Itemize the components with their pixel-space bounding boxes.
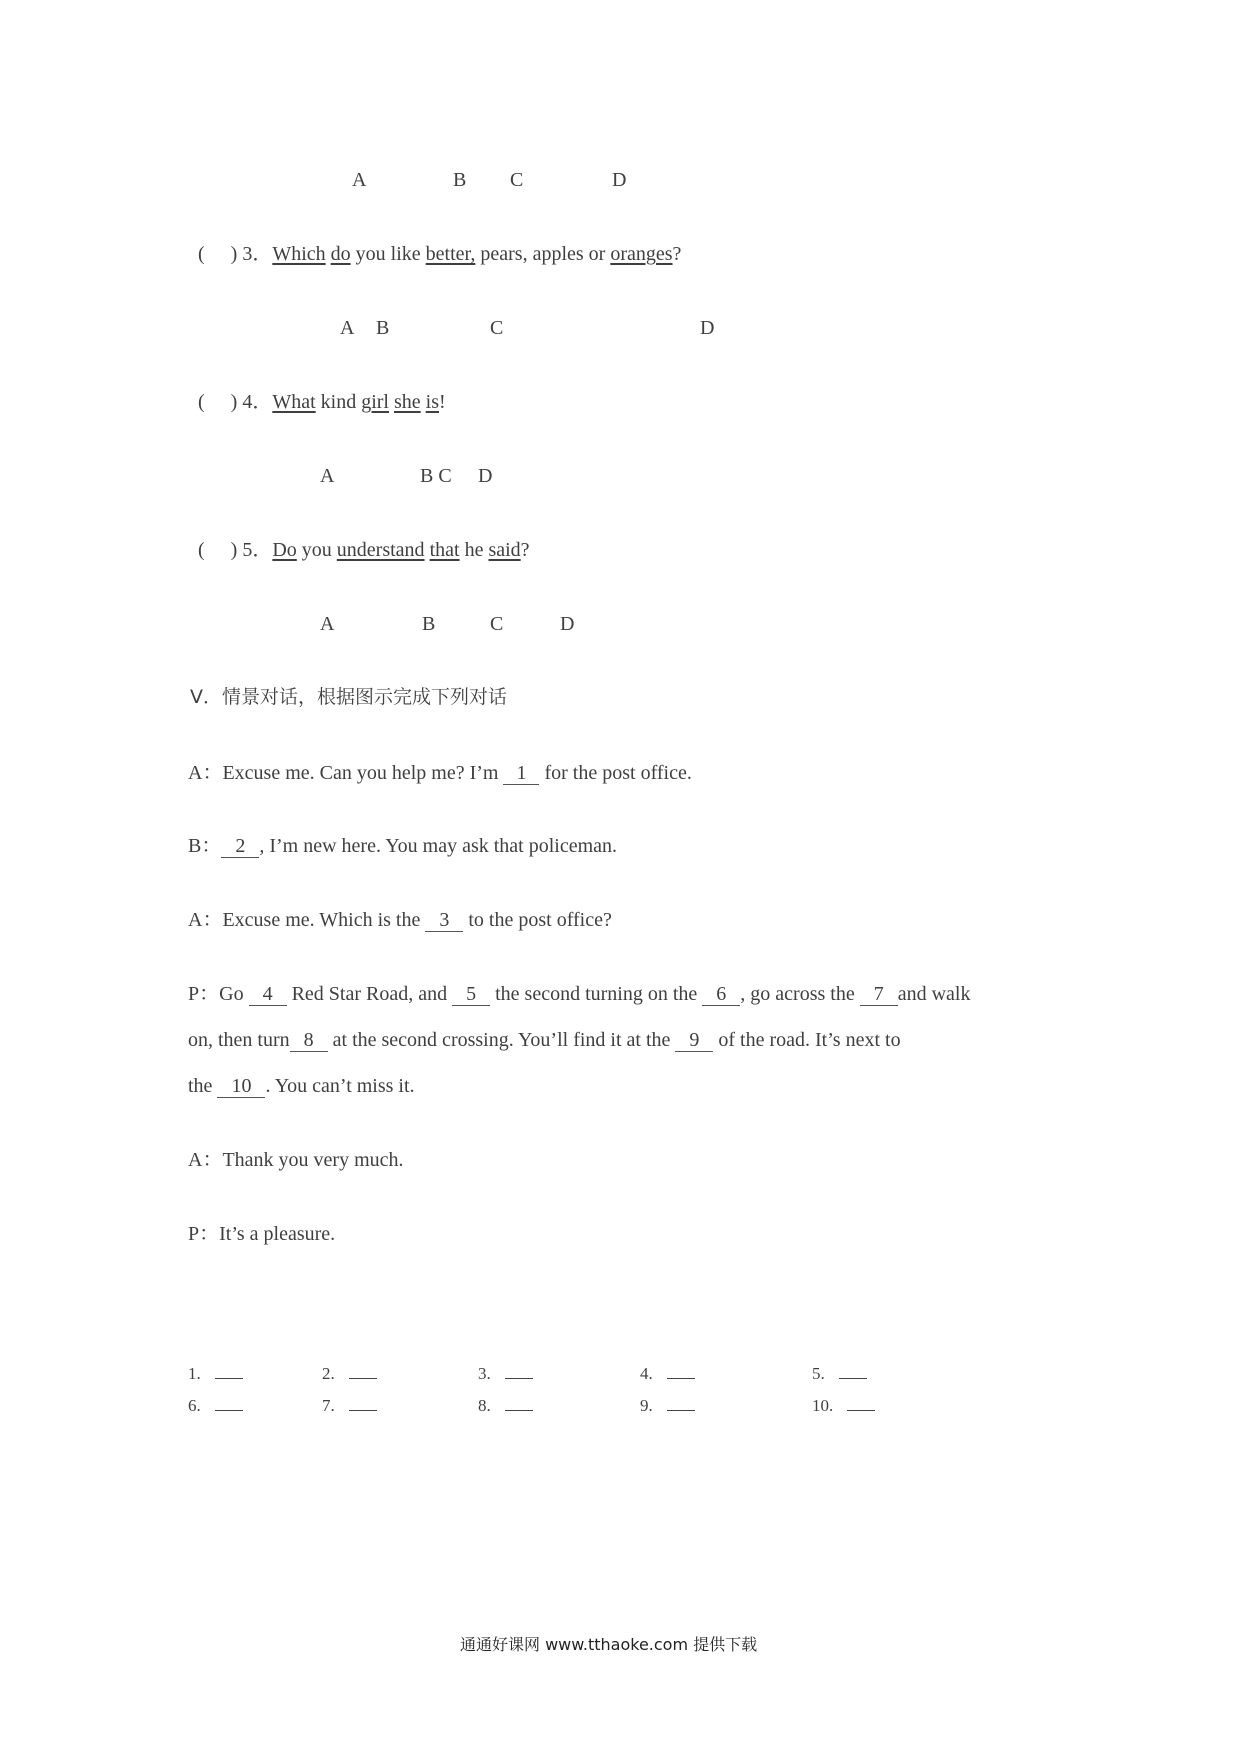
text: you like	[350, 243, 426, 265]
dialog-text: , I’m new here. You may ask that policeman.	[259, 835, 618, 857]
answer-line	[847, 1396, 875, 1411]
dialog-text: . You can’t miss it.	[265, 1075, 415, 1097]
q3-option-b: B	[376, 317, 390, 339]
q5-option-c: C	[490, 613, 504, 635]
blank-1: 1	[503, 763, 539, 785]
question-number: 4．	[242, 391, 273, 413]
underlined-a: Which	[272, 243, 326, 265]
underlined-c: that	[429, 539, 460, 561]
underlined-d: oranges	[610, 243, 673, 265]
answer-line	[667, 1364, 695, 1379]
text: he	[459, 539, 489, 561]
dialog-text: B：	[188, 835, 222, 857]
page-footer: 通通好课网 www.tthaoke.com 提供下载	[460, 1635, 758, 1654]
dialog-text: at the second crossing. You’ll find it at the	[327, 1029, 676, 1051]
answer-slot-1	[188, 1364, 243, 1382]
blank-10: 10	[217, 1076, 265, 1098]
answer-number: 6.	[188, 1396, 201, 1415]
answer-line	[839, 1364, 867, 1379]
underlined-b: girl	[361, 391, 389, 413]
answer-number: 3.	[478, 1364, 491, 1383]
answer-line	[215, 1396, 243, 1411]
underlined-d: is	[425, 391, 440, 413]
dialog-line-1	[188, 763, 692, 785]
answer-slot-4	[640, 1364, 695, 1382]
underlined-c: she	[394, 391, 421, 413]
q4-option-bc: B C	[420, 465, 452, 487]
q5-option-a: A	[320, 613, 335, 635]
answer-paren-open: (	[198, 539, 205, 561]
blank-8: 8	[290, 1030, 328, 1052]
dialog-text: for the post office.	[539, 762, 692, 784]
question-5	[198, 540, 530, 560]
text: you	[296, 539, 337, 561]
answer-paren-close: )	[230, 539, 238, 561]
answer-line	[349, 1396, 377, 1411]
question-number: 3．	[242, 243, 273, 265]
q2-option-a: A	[352, 169, 367, 191]
answer-slot-6	[188, 1396, 243, 1414]
dialog-text: A：Excuse me. Can you help me? I’m	[188, 762, 504, 784]
underlined-b: do	[330, 243, 351, 265]
dialog-text: and walk	[897, 983, 971, 1005]
underlined-a: Do	[272, 539, 297, 561]
dialog-text: P：Go	[188, 983, 249, 1005]
dialog-text: of the road. It’s next to	[713, 1029, 901, 1051]
answer-number: 7.	[322, 1396, 335, 1415]
answer-paren-open: (	[198, 391, 205, 413]
q3-option-d: D	[700, 317, 715, 339]
answer-paren-close: )	[230, 243, 238, 265]
q2-option-d: D	[612, 169, 627, 191]
dialog-text: , go across the	[740, 983, 860, 1005]
answer-number: 9.	[640, 1396, 653, 1415]
answer-slot-10	[812, 1396, 875, 1414]
q5-option-b: B	[422, 613, 436, 635]
answer-number: 10.	[812, 1396, 834, 1415]
dialog-line-2	[188, 836, 617, 858]
blank-5: 5	[452, 984, 490, 1006]
answer-line	[349, 1364, 377, 1379]
answer-paren-close: )	[230, 391, 238, 413]
answer-number: 1.	[188, 1364, 201, 1383]
answer-slot-8	[478, 1396, 533, 1414]
dialog-text: A：Excuse me. Which is the	[188, 909, 426, 931]
answer-number: 5.	[812, 1364, 825, 1383]
underlined-a: What	[272, 391, 316, 413]
answer-number: 8.	[478, 1396, 491, 1415]
dialog-text: Red Star Road, and	[286, 983, 453, 1005]
answer-paren-open: (	[198, 243, 205, 265]
text: !	[439, 391, 446, 413]
dialog-text: to the post office?	[463, 909, 612, 931]
blank-2: 2	[221, 836, 259, 858]
dialog-line-3	[188, 910, 612, 932]
blank-3: 3	[425, 910, 463, 932]
text: ?	[520, 539, 530, 561]
q4-option-a: A	[320, 465, 335, 487]
answer-slot-5	[812, 1364, 867, 1382]
dialog-text: the second turning on the	[490, 983, 703, 1005]
dialog-line-5: P：It’s a pleasure.	[188, 1223, 336, 1245]
dialog-text: on, then turn	[188, 1029, 290, 1051]
answer-line	[505, 1364, 533, 1379]
q3-option-c: C	[490, 317, 504, 339]
blank-4: 4	[249, 984, 287, 1006]
dialog-paragraph-line-3	[188, 1076, 415, 1098]
underlined-c: better,	[425, 243, 476, 265]
underlined-b: understand	[336, 539, 425, 561]
answer-slot-7	[322, 1396, 377, 1414]
text: ?	[672, 243, 682, 265]
blank-7: 7	[860, 984, 898, 1006]
text: kind	[315, 391, 362, 413]
dialog-paragraph-line-2	[188, 1030, 901, 1052]
text: pears, apples or	[475, 243, 611, 265]
answer-slot-2	[322, 1364, 377, 1382]
question-number: 5．	[242, 539, 273, 561]
answer-slot-9	[640, 1396, 695, 1414]
question-3	[198, 244, 681, 264]
q5-option-d: D	[560, 613, 575, 635]
q4-option-d: D	[478, 465, 493, 487]
blank-9: 9	[675, 1030, 713, 1052]
q2-option-b: B	[453, 169, 467, 191]
blank-6: 6	[702, 984, 740, 1006]
section-heading: V．情景对话，根据图示完成下列对话	[190, 686, 507, 708]
underlined-d: said	[488, 539, 521, 561]
answer-line	[505, 1396, 533, 1411]
question-4	[198, 392, 446, 412]
answer-line	[667, 1396, 695, 1411]
answer-number: 4.	[640, 1364, 653, 1383]
answer-number: 2.	[322, 1364, 335, 1383]
q2-option-c: C	[510, 169, 524, 191]
answer-slot-3	[478, 1364, 533, 1382]
q3-option-a: A	[340, 317, 355, 339]
dialog-text: the	[188, 1075, 218, 1097]
dialog-line-4: A：Thank you very much.	[188, 1149, 404, 1171]
answer-line	[215, 1364, 243, 1379]
dialog-paragraph-line-1	[188, 984, 970, 1006]
